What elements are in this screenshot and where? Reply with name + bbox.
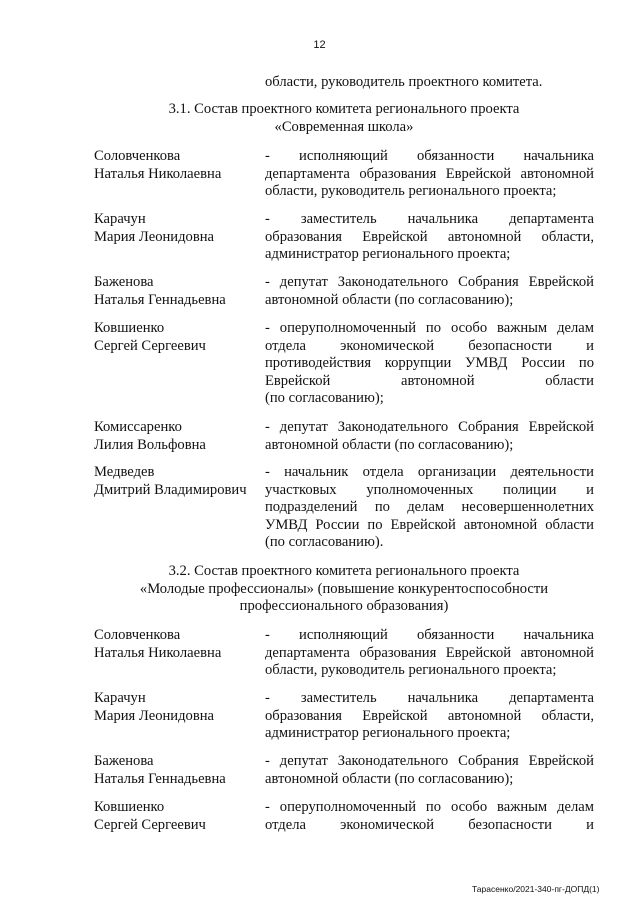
name-line: Ковшиенко [94,799,165,815]
name-line: Карачун [94,211,146,227]
role-line: противодействия коррупции УМВД России по [265,355,594,372]
name-line: Наталья Геннадьевна [94,291,226,308]
name-line: Мария Леонидовна [94,228,215,245]
section-title-line: «Современная школа» [274,118,414,135]
name-line: Лилия Вольфовна [94,436,206,453]
member-entry [94,211,594,264]
role-line: автономной области (по согласованию); [265,291,514,308]
role-line: департамента образования Еврейской автономной [265,165,594,182]
member-entry [94,464,594,552]
member-name [94,799,265,834]
member-entry [94,799,594,834]
name-line: Баженова [94,753,154,769]
member-name [94,211,265,264]
role-line: отдела экономической безопасности и [265,816,594,833]
member-role [265,419,594,454]
role-line: образования Еврейской автономной области, [265,707,594,724]
name-line: Мария Леонидовна [94,707,215,724]
member-name [94,419,265,454]
member-entry [94,690,594,743]
continuation-text: области, руководитель проектного комитета. [265,74,543,90]
member-role [265,211,594,264]
member-role [265,627,594,680]
role-line: - депутат Законодательного Собрания Еврейской [265,274,594,290]
member-entry [94,320,594,408]
member-name [94,690,265,743]
document-code: Тарасенко/2021-340-пг-ДОПД(1) [472,884,600,894]
role-line: отдела экономической безопасности и [265,337,594,354]
role-line: - начальник отдела организации деятельности [265,464,594,480]
role-line: (по согласованию); [265,390,384,407]
page-number: 12 [313,39,326,51]
name-line: Карачун [94,690,146,706]
role-line: УМВД России по Еврейской автономной области [265,516,594,533]
member-entry [94,419,594,454]
member-entry [94,148,594,201]
role-line: - оперуполномоченный по особо важным делам [265,320,594,336]
section-title-line: «Молодые профессионалы» (повышение конкурентоспособности [139,580,549,597]
role-line: Еврейской автономной области [265,372,594,389]
member-entry [94,274,594,309]
section-title-line: 3.1. Состав проектного комитета регионального проекта [168,101,520,117]
name-line: Наталья Николаевна [94,165,222,182]
member-name [94,274,265,309]
name-line: Соловченкова [94,148,181,164]
member-name [94,464,265,552]
member-name [94,627,265,680]
member-role [265,753,594,788]
role-line: - депутат Законодательного Собрания Еврейской [265,753,594,769]
role-line: автономной области (по согласованию); [265,770,514,787]
role-line: департамента образования Еврейской автономной [265,644,594,661]
section-1-title [94,101,594,136]
section-title-line: профессионального образования) [239,598,449,615]
role-line: участковых уполномоченных полиции и [265,481,594,498]
name-line: Наталья Николаевна [94,644,222,661]
member-name [94,148,265,201]
name-line: Ковшиенко [94,320,165,336]
member-role [265,148,594,201]
role-line: - оперуполномоченный по особо важным делам [265,799,594,815]
role-line: - исполняющий обязанности начальника [265,627,594,643]
member-role [265,274,594,309]
name-line: Дмитрий Владимирович [94,481,247,498]
name-line: Сергей Сергеевич [94,337,206,354]
name-line: Сергей Сергеевич [94,816,206,833]
role-line: области, руководитель регионального проекта; [265,662,557,679]
role-line: администратор регионального проекта; [265,725,511,742]
role-line: области, руководитель регионального проекта; [265,183,557,200]
member-name [94,753,265,788]
name-line: Медведев [94,464,155,480]
name-line: Наталья Геннадьевна [94,770,226,787]
section-2-title [94,563,594,616]
role-line: - депутат Законодательного Собрания Еврейской [265,419,594,435]
role-line: - заместитель начальника департамента [265,211,594,227]
member-role [265,799,594,834]
role-line: - заместитель начальника департамента [265,690,594,706]
role-line: образования Еврейской автономной области, [265,228,594,245]
member-entry [94,627,594,680]
member-role [265,690,594,743]
section-title-line: 3.2. Состав проектного комитета регионального проекта [168,563,520,579]
name-line: Комиссаренко [94,419,182,435]
member-role [265,320,594,408]
role-line: автономной области (по согласованию); [265,436,514,453]
role-line: - исполняющий обязанности начальника [265,148,594,164]
role-line: подразделений по делам несовершеннолетних [265,499,594,516]
role-line: (по согласованию). [265,534,384,551]
name-line: Баженова [94,274,154,290]
member-entry [94,753,594,788]
member-role [265,464,594,552]
name-line: Соловченкова [94,627,181,643]
member-name [94,320,265,408]
role-line: администратор регионального проекта; [265,246,511,263]
